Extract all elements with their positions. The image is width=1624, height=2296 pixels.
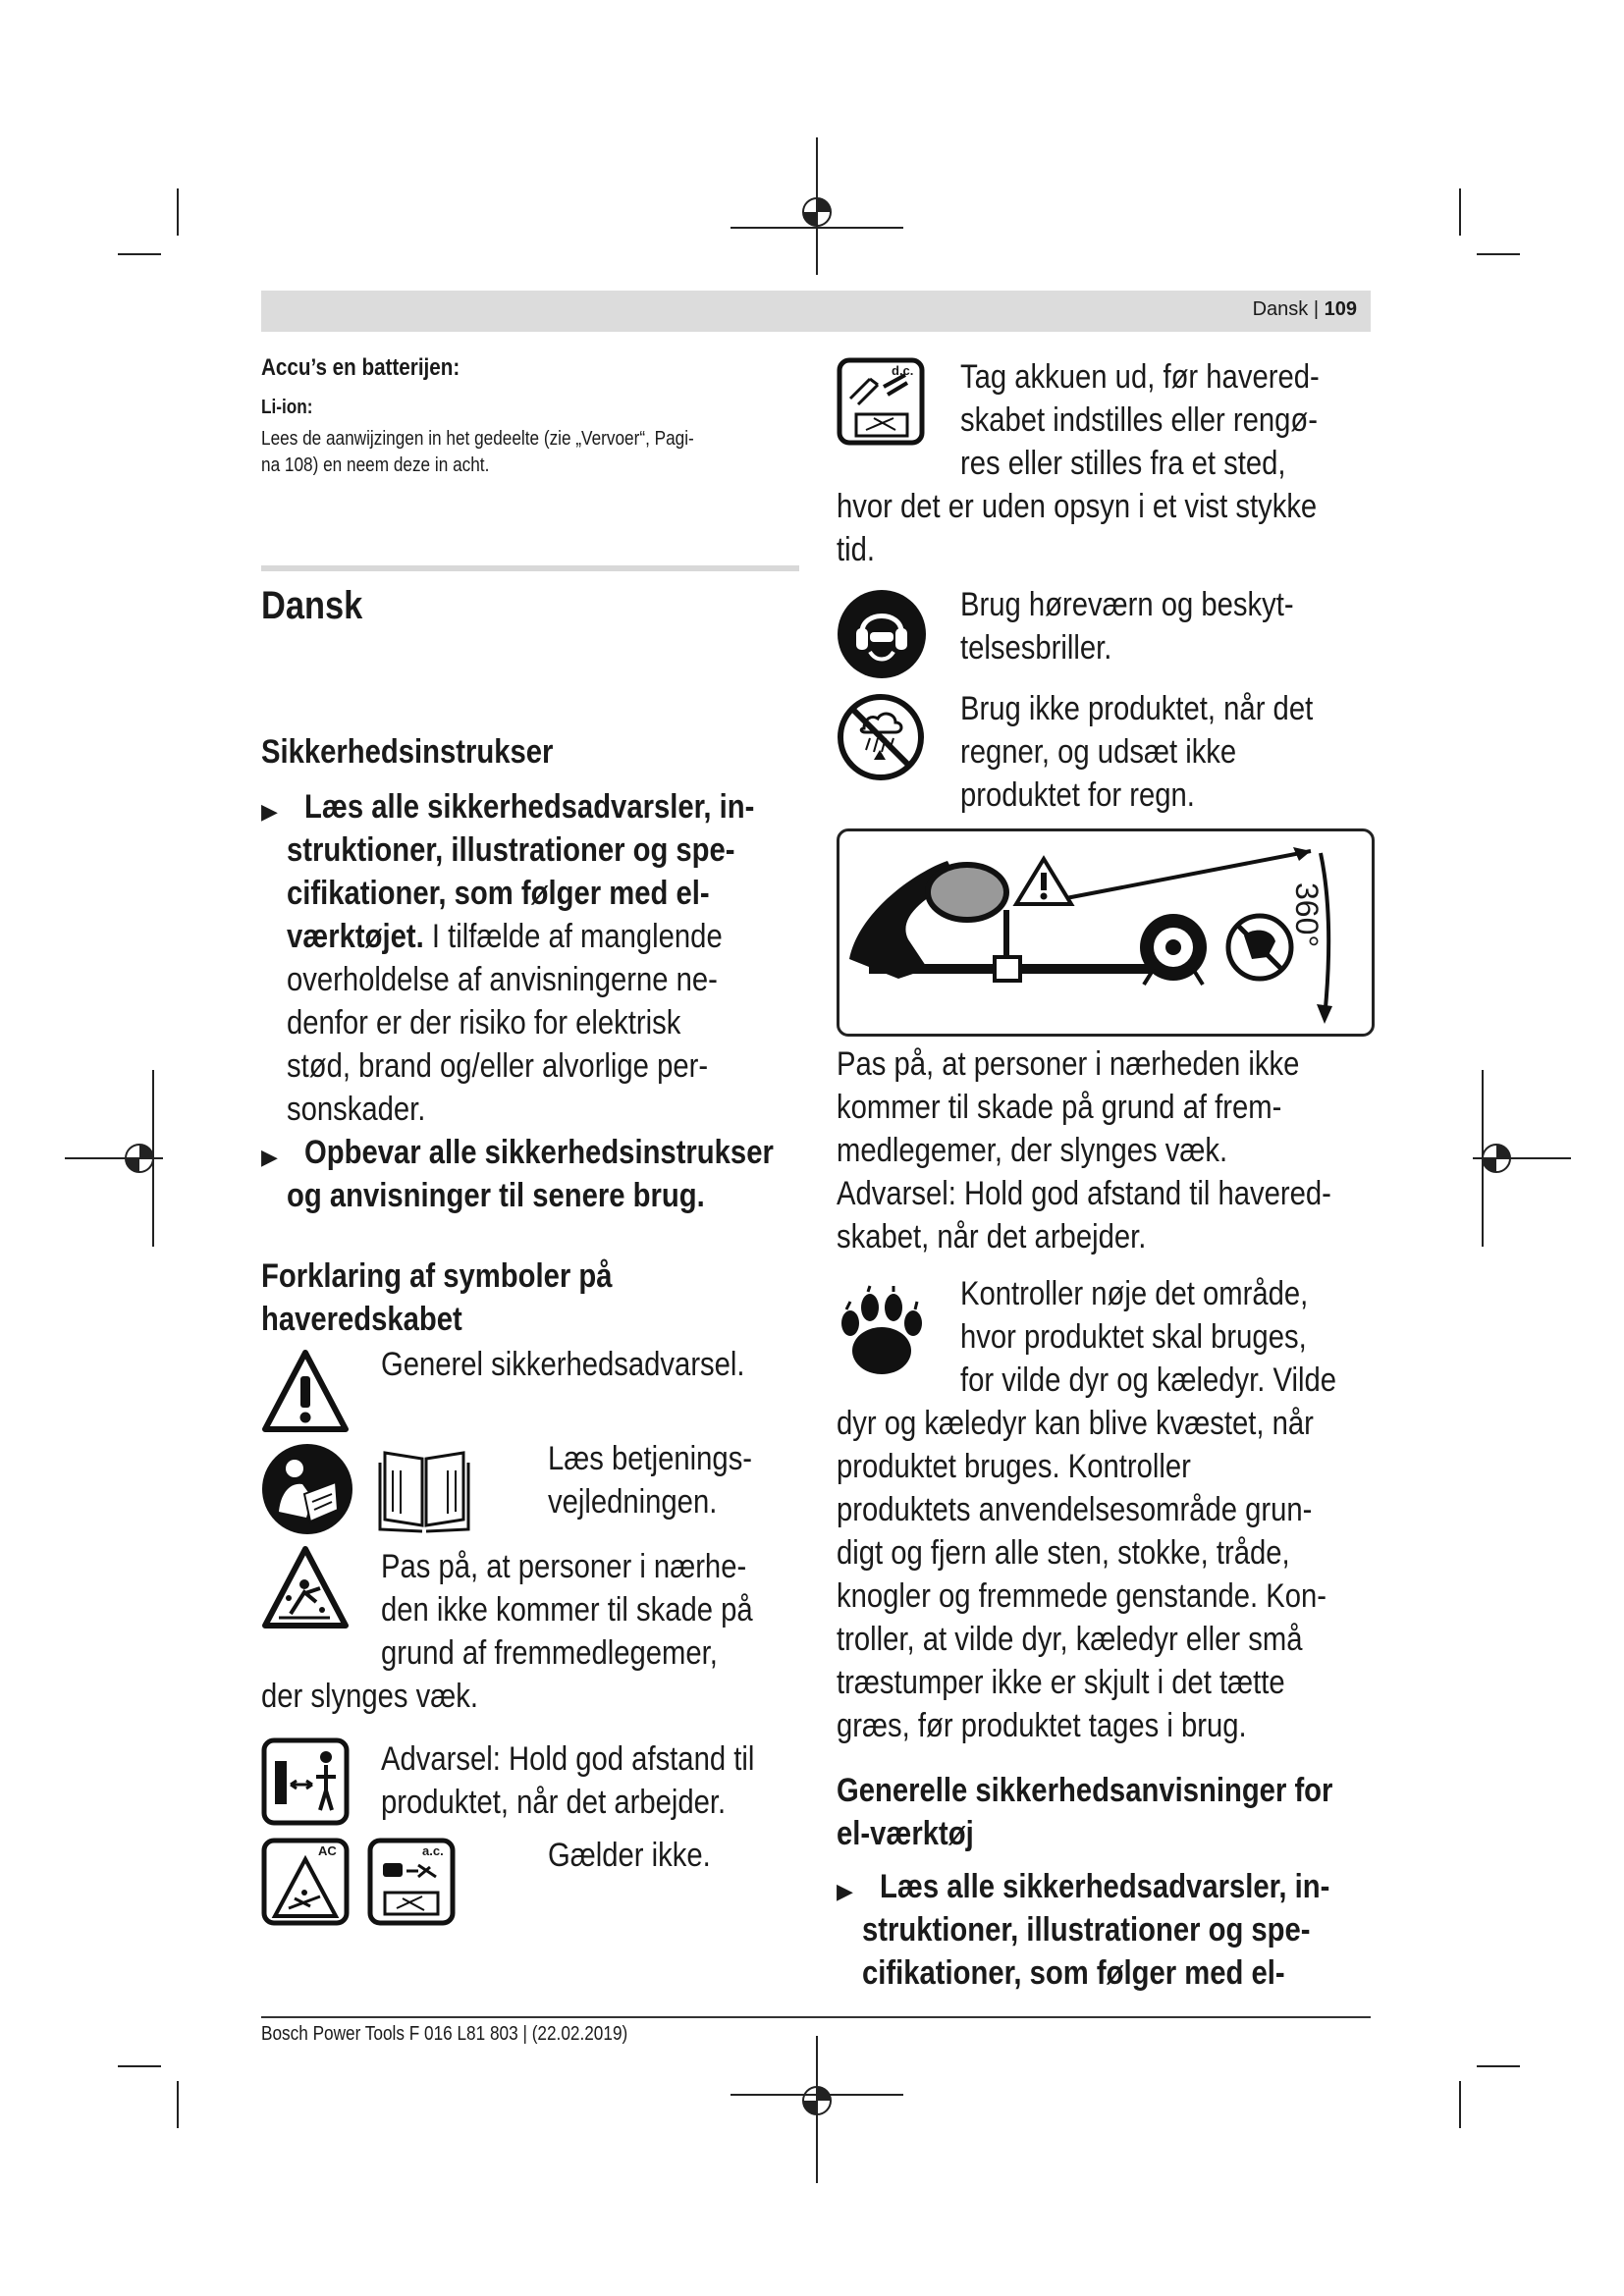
general-bullet-3: cifikationer, som følger med el- xyxy=(862,1954,1285,1992)
registration-target-top xyxy=(731,137,903,275)
general-heading-2: el-værktøj xyxy=(837,1815,974,1852)
animals-4: dyr og kæledyr kan blive kvæstet, når xyxy=(837,1405,1314,1442)
crop-mark-bottom-left-h xyxy=(118,2065,161,2067)
battery-remove-1: Tag akkuen ud, før havered- xyxy=(960,358,1320,396)
debris-2: kommer til skade på grund af frem- xyxy=(837,1089,1282,1126)
debris-3: medlegemer, der slynges væk. xyxy=(837,1132,1228,1169)
bullet1-line4 xyxy=(287,915,723,958)
rain-1: Brug ikke produktet, når det xyxy=(960,690,1314,727)
header-language: Dansk xyxy=(1252,298,1309,320)
bullet1-rest-3: stød, brand og/eller alvorlige per- xyxy=(287,1047,709,1085)
bullet2-line2: og anvisninger til senere brug. xyxy=(287,1177,705,1214)
ac-unplug-icon xyxy=(367,1838,456,1926)
footer-rule xyxy=(261,2016,1371,2018)
symbols-heading-2: haveredskabet xyxy=(261,1301,462,1338)
section-title: Dansk xyxy=(261,584,363,627)
general-bullet-2: struktioner, illustrationer og spe- xyxy=(862,1911,1311,1949)
bullet1-after: I tilfælde af manglende xyxy=(423,918,723,955)
animal-paw-icon xyxy=(837,1284,927,1378)
ear-eye-1: Brug høreværn og beskyt- xyxy=(960,586,1294,623)
bullet2-line1: Opbevar alle sikkerhedsinstrukser xyxy=(304,1134,774,1171)
battery-remove-2: skabet indstilles eller rengø- xyxy=(960,401,1319,439)
ac-label: AC xyxy=(318,1843,337,1858)
crop-mark-top-right-v xyxy=(1459,188,1461,236)
page-header: Dansk | 109 xyxy=(1252,298,1357,320)
angle-360-label: 360° xyxy=(1289,882,1325,948)
animals-5: produktet bruges. Kontroller xyxy=(837,1448,1191,1485)
battery-remove-5: tid. xyxy=(837,531,876,568)
liion-label: Li-ion: xyxy=(261,397,313,418)
sym-manual-2: vejledningen. xyxy=(548,1483,718,1521)
dc-battery-remove-icon xyxy=(837,357,925,446)
bullet1-bold-end: værktøjet. xyxy=(287,918,424,955)
bullet1-line2: struktioner, illustrationer og spe- xyxy=(287,831,735,869)
no-rain-icon xyxy=(837,693,925,781)
thrown-objects-warning-icon xyxy=(261,1545,350,1629)
bullet-arrow-icon: ▶ xyxy=(261,1145,278,1169)
dc-label: d.c. xyxy=(892,363,914,378)
bullet-arrow-icon: ▶ xyxy=(261,799,278,824)
bullet1-line3: cifikationer, som følger med el- xyxy=(287,875,710,912)
rain-3: produktet for regn. xyxy=(960,776,1195,814)
crop-mark-top-left-v xyxy=(177,188,179,236)
animals-6: produktets anvendelsesområde grun- xyxy=(837,1491,1313,1528)
animals-3: for vilde dyr og kæledyr. Vilde xyxy=(960,1362,1337,1399)
battery-remove-3: res eller stilles fra et sted, xyxy=(960,445,1286,482)
bullet1-rest-4: sonskader. xyxy=(287,1091,426,1128)
crop-mark-top-right-h xyxy=(1477,253,1520,255)
debris-5: skabet, når det arbejder. xyxy=(837,1218,1147,1255)
registration-target-left xyxy=(65,1070,163,1247)
sym-distance-1: Advarsel: Hold god afstand til xyxy=(381,1740,755,1778)
general-heading-1: Generelle sikkerhedsanvisninger for xyxy=(837,1772,1333,1809)
page-header-bar xyxy=(261,291,1371,332)
liion-text-1: Lees de aanwijzingen in het gedeelte (zie „Vervoer“, Pagi- xyxy=(261,428,694,450)
animals-2: hvor produktet skal bruges, xyxy=(960,1318,1307,1356)
animals-10: træstumper ikke er skjult i det tætte xyxy=(837,1664,1285,1701)
crop-mark-top-left-h xyxy=(118,253,161,255)
sym-debris-4: der slynges væk. xyxy=(261,1678,479,1715)
sym-general-text: Generel sikkerhedsadvarsel. xyxy=(381,1346,745,1383)
safety-heading: Sikkerhedsinstrukser xyxy=(261,733,554,771)
sym-debris-3: grund af fremmedlegemer, xyxy=(381,1634,718,1672)
animals-8: knogler og fremmede genstande. Kon- xyxy=(837,1577,1327,1615)
footer-text: Bosch Power Tools F 016 L81 803 | (22.02.2019) xyxy=(261,2023,628,2045)
animals-9: troller, at vilde dyr, kæledyr eller små xyxy=(837,1621,1303,1658)
battery-remove-4: hvor det er uden opsyn i et vist stykke xyxy=(837,488,1318,525)
ac-cable-warning-icon xyxy=(261,1838,350,1926)
bullet1-rest-1: overholdelse af anvisningerne ne- xyxy=(287,961,718,998)
debris-4: Advarsel: Hold god afstand til havered- xyxy=(837,1175,1331,1212)
registration-target-bottom xyxy=(731,2036,903,2183)
sym-distance-2: produktet, når det arbejder. xyxy=(381,1784,727,1821)
sym-debris-2: den ikke kommer til skade på xyxy=(381,1591,753,1629)
symbols-heading-1: Forklaring af symboler på xyxy=(261,1257,613,1295)
trimmer-danger-zone-diagram xyxy=(837,828,1375,1037)
warning-triangle-icon xyxy=(261,1349,350,1433)
general-bullet-1: Læs alle sikkerhedsadvarsler, in- xyxy=(880,1868,1330,1905)
animals-7: digt og fjern alle sten, stokke, tråde, xyxy=(837,1534,1290,1572)
keep-distance-icon xyxy=(261,1737,350,1826)
sym-debris-1: Pas på, at personer i nærhe- xyxy=(381,1548,747,1585)
bullet-arrow-icon: ▶ xyxy=(837,1879,853,1903)
section-divider xyxy=(261,565,799,571)
liion-text-2: na 108) en neem deze in acht. xyxy=(261,454,490,476)
ac2-label: a.c. xyxy=(422,1843,444,1858)
rain-2: regner, og udsæt ikke xyxy=(960,733,1237,771)
animals-1: Kontroller nøje det område, xyxy=(960,1275,1309,1312)
bullet1-rest-2: denfor er der risiko for elektrisk xyxy=(287,1004,681,1041)
read-manual-icon xyxy=(261,1443,353,1535)
sym-manual-1: Læs betjenings- xyxy=(548,1440,753,1477)
crop-mark-bottom-left-v xyxy=(177,2081,179,2128)
open-book-icon xyxy=(377,1447,471,1533)
animals-11: græs, før produktet tages i brug. xyxy=(837,1707,1247,1744)
registration-target-right xyxy=(1473,1070,1571,1247)
sym-na-text: Gælder ikke. xyxy=(548,1837,711,1874)
crop-mark-bottom-right-v xyxy=(1459,2081,1461,2128)
battery-title: Accu’s en batterijen: xyxy=(261,354,460,381)
bullet1-line1: Læs alle sikkerhedsadvarsler, in- xyxy=(304,788,755,826)
ear-eye-2: telsesbriller. xyxy=(960,629,1112,667)
page-number: 109 xyxy=(1324,298,1357,320)
ear-eye-protection-icon xyxy=(837,589,927,679)
debris-1: Pas på, at personer i nærheden ikke xyxy=(837,1045,1300,1083)
crop-mark-bottom-right-h xyxy=(1477,2065,1520,2067)
